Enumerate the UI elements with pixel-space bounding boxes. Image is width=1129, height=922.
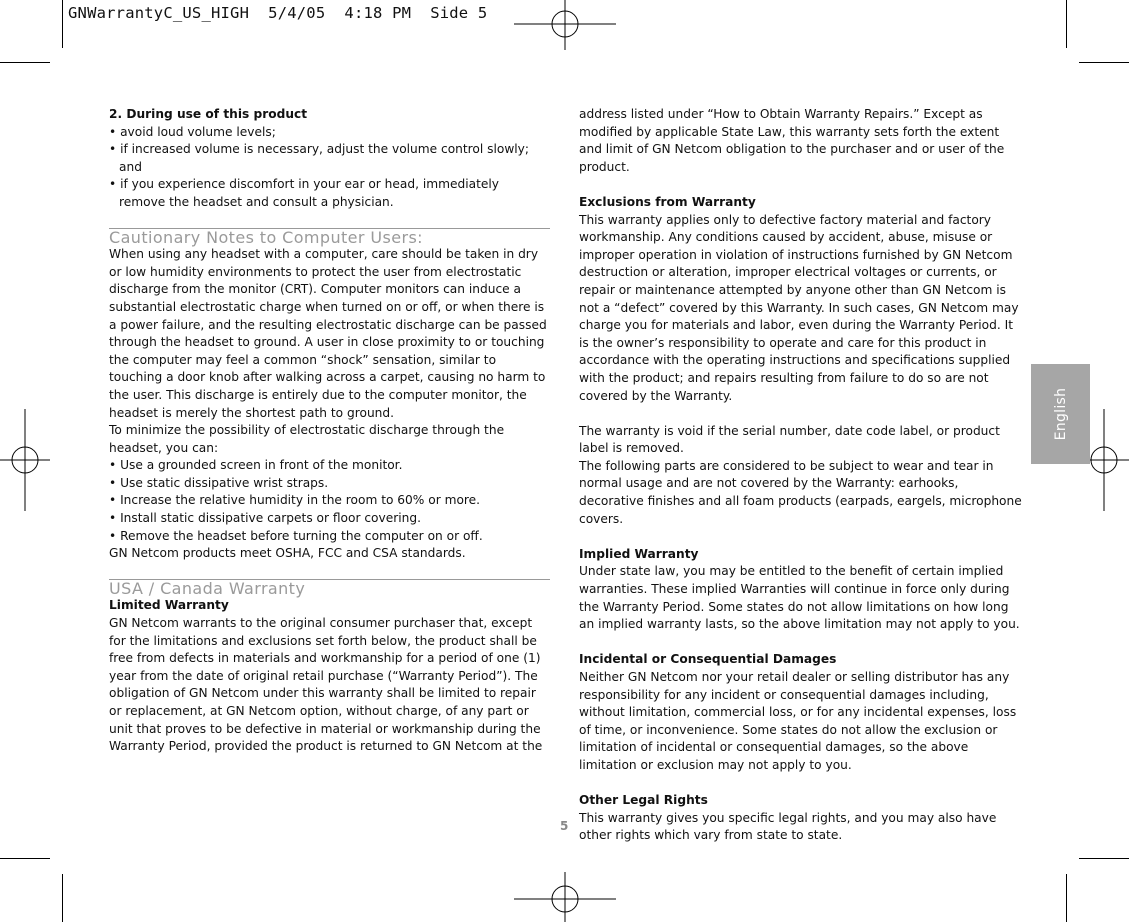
during-use-heading: 2. During use of this product bbox=[109, 107, 308, 121]
crop-mark-top-right-v bbox=[1066, 0, 1067, 48]
registration-mark-top bbox=[514, 0, 616, 50]
legal-rights-paragraph: This warranty gives you specific legal rights, and you may also have other rights which vary from state to state. bbox=[579, 810, 997, 843]
crop-mark-bottom-right-v bbox=[1066, 874, 1067, 922]
cautionary-bullet: • Install static dissipative carpets or floor covering. bbox=[109, 511, 421, 526]
implied-warranty-heading: Implied Warranty bbox=[579, 546, 699, 561]
void-paragraph: The warranty is void if the serial number, date code label, or product label is removed. bbox=[579, 423, 1000, 456]
during-use-bullet: • if increased volume is necessary, adjust the volume control slowly; and bbox=[109, 142, 529, 174]
cautionary-bullet: • Use static dissipative wrist straps. bbox=[109, 475, 329, 490]
crop-mark-bottom-left-v bbox=[62, 874, 63, 922]
exclusions-heading: Exclusions from Warranty bbox=[579, 194, 756, 209]
right-column bbox=[579, 106, 1024, 845]
crop-mark-top-left-h bbox=[0, 62, 50, 63]
language-tab bbox=[1031, 364, 1090, 464]
warranty-continued-paragraph: address listed under “How to Obtain Warranty Repairs.” Except as modified by applicable State Law, this warranty sets forth the extent and limit of GN Netcom obligation to the purchaser and or user of the product. bbox=[579, 107, 1005, 174]
warranty-heading: USA / Canada Warranty bbox=[109, 578, 306, 598]
incidental-paragraph: Neither GN Netcom nor your retail dealer or selling distributor has any responsibility for any incident or consequential damages including, without limitation, commercial loss, or for any incidental expenses, loss of time, or inconvenience. Some states do not allow the exclusion or limitation of incidental or consequential damages, so the above limitation or exclusion may not apply to you. bbox=[579, 670, 1017, 772]
during-use-bullet: • avoid loud volume levels; bbox=[109, 124, 276, 139]
page-number: 5 bbox=[560, 819, 569, 833]
limited-warranty-heading: Limited Warranty bbox=[109, 598, 229, 613]
cautionary-paragraph-2: To minimize the possibility of electrostatic discharge through the headset, you can: bbox=[109, 423, 505, 455]
wear-paragraph: The following parts are considered to be subject to wear and tear in normal usage and are not covered by the Warranty: earhooks, decorative finishes and all foam products (earpads, eargels, microphone covers. bbox=[579, 458, 1022, 526]
language-tab-label: English bbox=[1052, 387, 1069, 441]
cautionary-paragraph: When using any headset with a computer, care should be taken in dry or low humidity environments to protect the user from electrostatic discharge from the monitor (CRT). Computer monitors can induce a substantial electrostatic charge when turned on or off, or when there is a power failure, and the resulting electrostatic discharge can be passed through the headset to ground. A user in close proximity to or touching the computer may feel a common “shock” sensation, similar to touching a door knob after walking across a carpet, causing no harm to the user. This discharge is entirely due to the computer monitor, the headset is merely the shortest path to ground. bbox=[109, 247, 547, 420]
crop-mark-bottom-right-h bbox=[1079, 858, 1129, 859]
registration-mark-left bbox=[0, 409, 50, 511]
print-slug-line: GNWarrantyC_US_HIGH 5/4/05 4:18 PM Side 5 bbox=[68, 4, 488, 22]
cautionary-bullet: • Use a grounded screen in front of the monitor. bbox=[109, 458, 403, 473]
cautionary-bullet: • Increase the relative humidity in the room to 60% or more. bbox=[109, 493, 481, 508]
cautionary-bullet: • Remove the headset before turning the computer on or off. bbox=[109, 528, 483, 543]
standards-line: GN Netcom products meet OSHA, FCC and CSA standards. bbox=[109, 546, 466, 561]
implied-warranty-paragraph: Under state law, you may be entitled to the benefit of certain implied warranties. These implied Warranties will continue in force only during the Warranty Period. Some states do not allow limitations on how long an implied warranty lasts, so the above limitation may not apply to you. bbox=[579, 564, 1020, 632]
cautionary-heading: Cautionary Notes to Computer Users: bbox=[109, 227, 423, 247]
exclusions-paragraph: This warranty applies only to defective factory material and factory workmanship. Any conditions caused by accident, abuse, misuse or improper operation in violation of instructions furnished by GN Netcom destruction or alteration, improper electrical voltages or currents, or repair or maintenance attempted by anyone other than GN Netcom is not a “defect” covered by this Warranty. In such cases, GN Netcom may charge you for materials and labor, even during the Warranty Period. It is the owner’s responsibility to operate and care for this product in accordance with the operating instructions and specifications supplied with the product; and repairs resulting from failure to do so are not covered by the Warranty. bbox=[579, 212, 1019, 403]
crop-mark-top-right-h bbox=[1079, 62, 1129, 63]
left-column bbox=[109, 106, 549, 756]
incidental-heading: Incidental or Consequential Damages bbox=[579, 652, 837, 667]
during-use-bullet: • if you experience discomfort in your ear or head, immediately remove the headset and consult a physician. bbox=[109, 177, 499, 209]
legal-rights-heading: Other Legal Rights bbox=[579, 793, 708, 808]
crop-mark-top-left-v bbox=[62, 0, 63, 48]
crop-mark-bottom-left-h bbox=[0, 858, 50, 859]
registration-mark-bottom bbox=[514, 872, 616, 922]
limited-warranty-paragraph: GN Netcom warrants to the original consumer purchaser that, except for the limitations and exclusions set forth below, the product shall be free from defects in materials and workmanship for a period of one (1) year from the date of original retail purchase (“Warranty Period”). The obligation of GN Netcom under this warranty shall be limited to repair or replacement, at GN Netcom option, without charge, of any part or unit that proves to be defective in material or workmanship during the Warranty Period, provided the product is returned to GN Netcom at the bbox=[109, 616, 543, 754]
